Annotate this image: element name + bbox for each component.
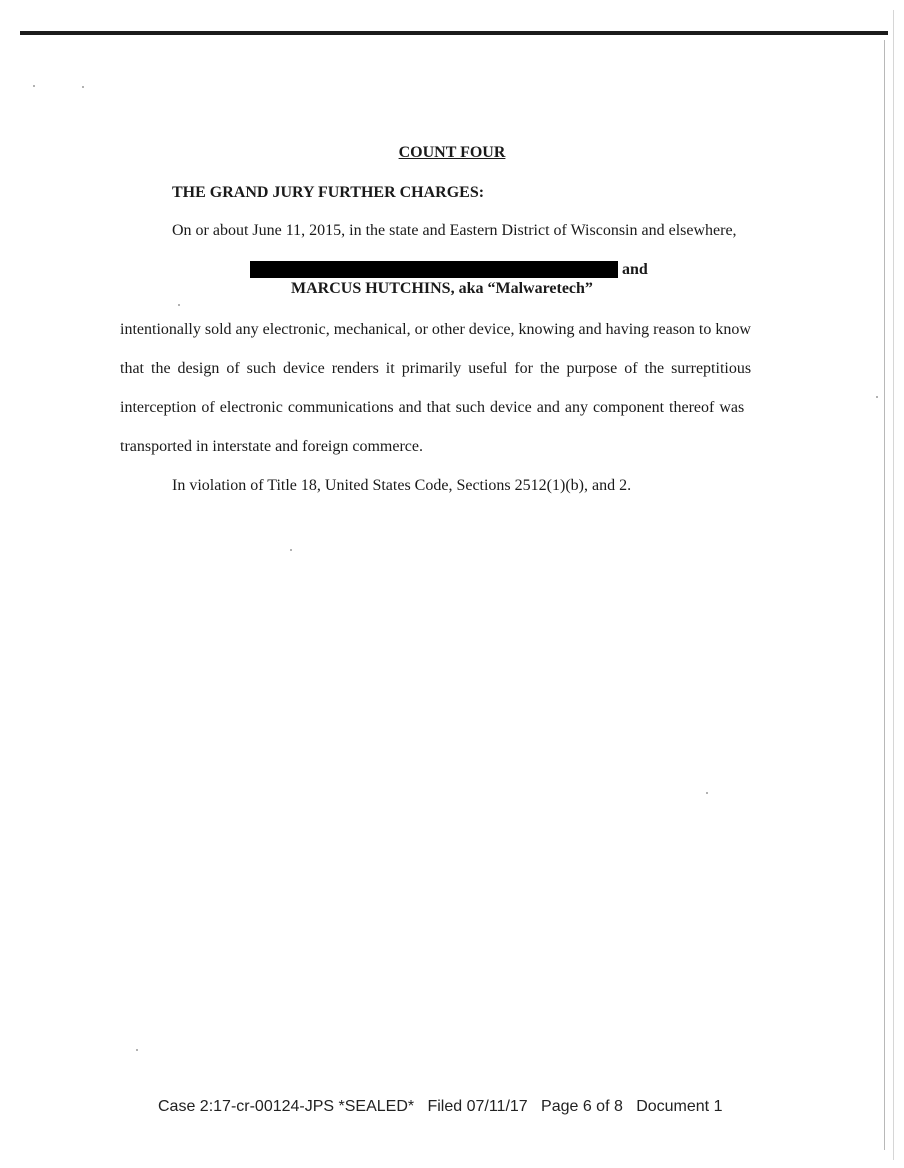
- defendant-name: MARCUS HUTCHINS, aka “Malwaretech”: [291, 280, 593, 297]
- case-footer-stamp: Case 2:17-cr-00124-JPS *SEALED* Filed 07/11/17 Page 6 of 8 Document 1: [158, 1098, 723, 1115]
- count-heading-text: COUNT FOUR: [398, 144, 506, 161]
- body-line: that the design of such device renders it primarily useful for the purpose of the surreptitious: [120, 360, 752, 377]
- redaction-conjunction: and: [622, 261, 648, 278]
- scan-speck: [82, 86, 84, 88]
- scan-speck: [178, 304, 180, 306]
- count-heading: [0, 144, 904, 162]
- top-scan-rule: [20, 31, 888, 35]
- date-line: On or about June 11, 2015, in the state and Eastern District of Wisconsin and elsewhere,: [172, 222, 737, 239]
- body-line: intentionally sold any electronic, mechanical, or other device, knowing and having reason to know: [120, 321, 751, 338]
- scan-speck: [290, 549, 292, 551]
- body-line: interception of electronic communications and that such device and any component thereof was: [120, 399, 745, 416]
- violation-line: In violation of Title 18, United States Code, Sections 2512(1)(b), and 2.: [172, 477, 632, 494]
- scan-edge-line: [893, 10, 894, 1160]
- charge-intro: THE GRAND JURY FURTHER CHARGES:: [172, 184, 485, 201]
- scan-speck: [706, 792, 708, 794]
- redaction-box: [250, 261, 618, 278]
- scan-edge-line: [884, 40, 885, 1150]
- scan-speck: [136, 1049, 138, 1051]
- body-line: transported in interstate and foreign commerce.: [120, 438, 423, 455]
- scan-speck: [33, 85, 35, 87]
- scan-speck: [876, 396, 878, 398]
